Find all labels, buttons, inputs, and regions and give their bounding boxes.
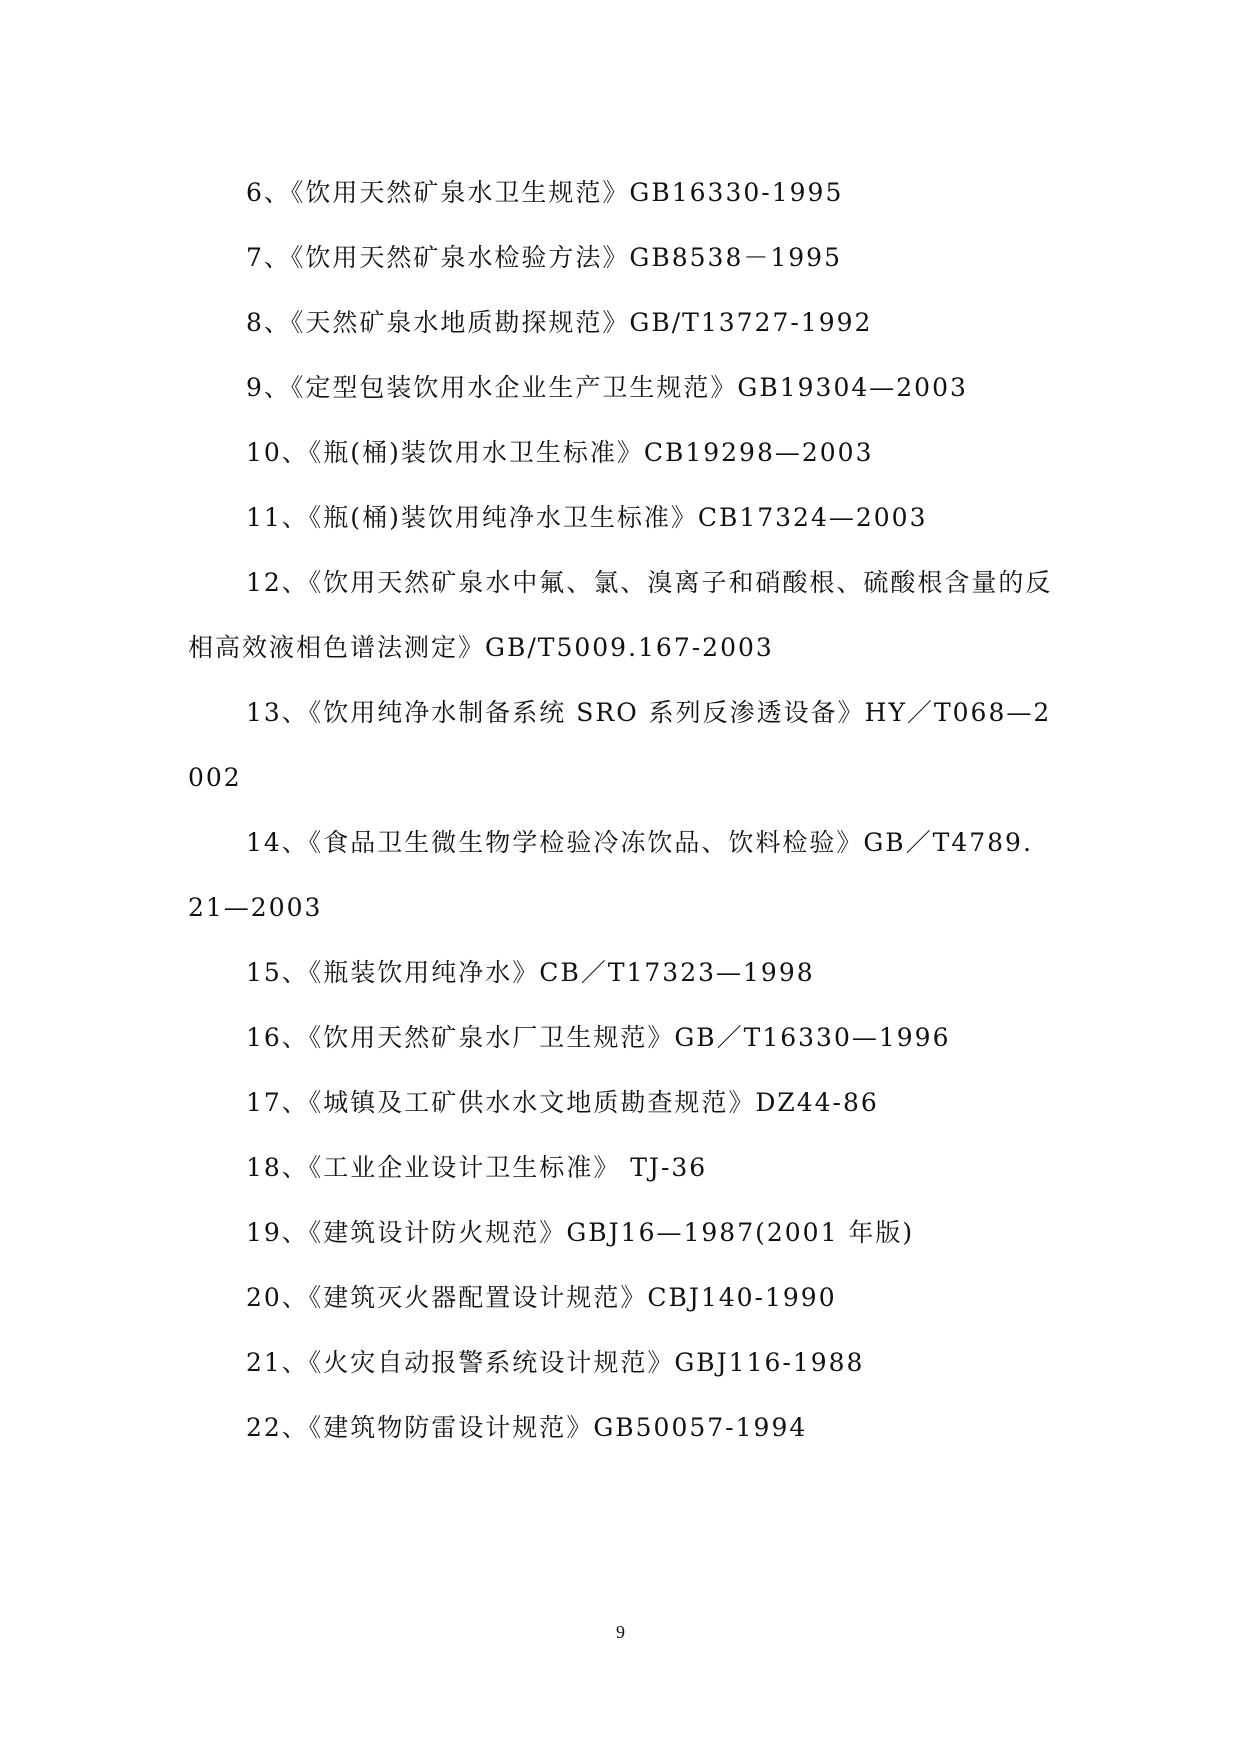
list-item: 21、《火灾自动报警系统设计规范》GBJ116-1988 (246, 1348, 865, 1377)
list-item: 8、《天然矿泉水地质勘探规范》GB/T13727-1992 (246, 308, 873, 337)
list-item: 14、《食品卫生微生物学检验冷冻饮品、饮料检验》GB／T4789. 21—2003 (188, 828, 1033, 922)
list-item: 20、《建筑灭火器配置设计规范》CBJ140-1990 (246, 1283, 837, 1312)
list-item: 18、《工业企业设计卫生标准》 TJ-36 (246, 1153, 708, 1182)
list-item: 15、《瓶装饮用纯净水》CB／T17323—1998 (246, 958, 815, 987)
list-item: 13、《饮用纯净水制备系统 SRO 系列反渗透设备》HY／T068—2002 (188, 698, 1052, 792)
list-item: 9、《定型包装饮用水企业生产卫生规范》GB19304—2003 (246, 373, 968, 402)
standards-list (188, 160, 1058, 1460)
list-item: 17、《城镇及工矿供水水文地质勘查规范》DZ44-86 (246, 1088, 879, 1117)
list-item: 6、《饮用天然矿泉水卫生规范》GB16330-1995 (246, 178, 844, 207)
list-item: 10、《瓶(桶)装饮用水卫生标准》CB19298—2003 (246, 438, 874, 467)
list-item: 12、《饮用天然矿泉水中氟、氯、溴离子和硝酸根、硫酸根含量的反相高效液相色谱法测定》GB/T5009.167-2003 (188, 568, 1053, 662)
list-item: 11、《瓶(桶)装饮用纯净水卫生标准》CB17324—2003 (246, 503, 928, 532)
page-number: 9 (616, 1622, 625, 1642)
list-item: 16、《饮用天然矿泉水厂卫生规范》GB／T16330—1996 (246, 1023, 951, 1052)
list-item: 19、《建筑设计防火规范》GBJ16—1987(2001 年版) (246, 1218, 915, 1247)
list-item: 22、《建筑物防雷设计规范》GB50057-1994 (246, 1413, 808, 1442)
list-item: 7、《饮用天然矿泉水检验方法》GB8538－1995 (246, 243, 842, 272)
